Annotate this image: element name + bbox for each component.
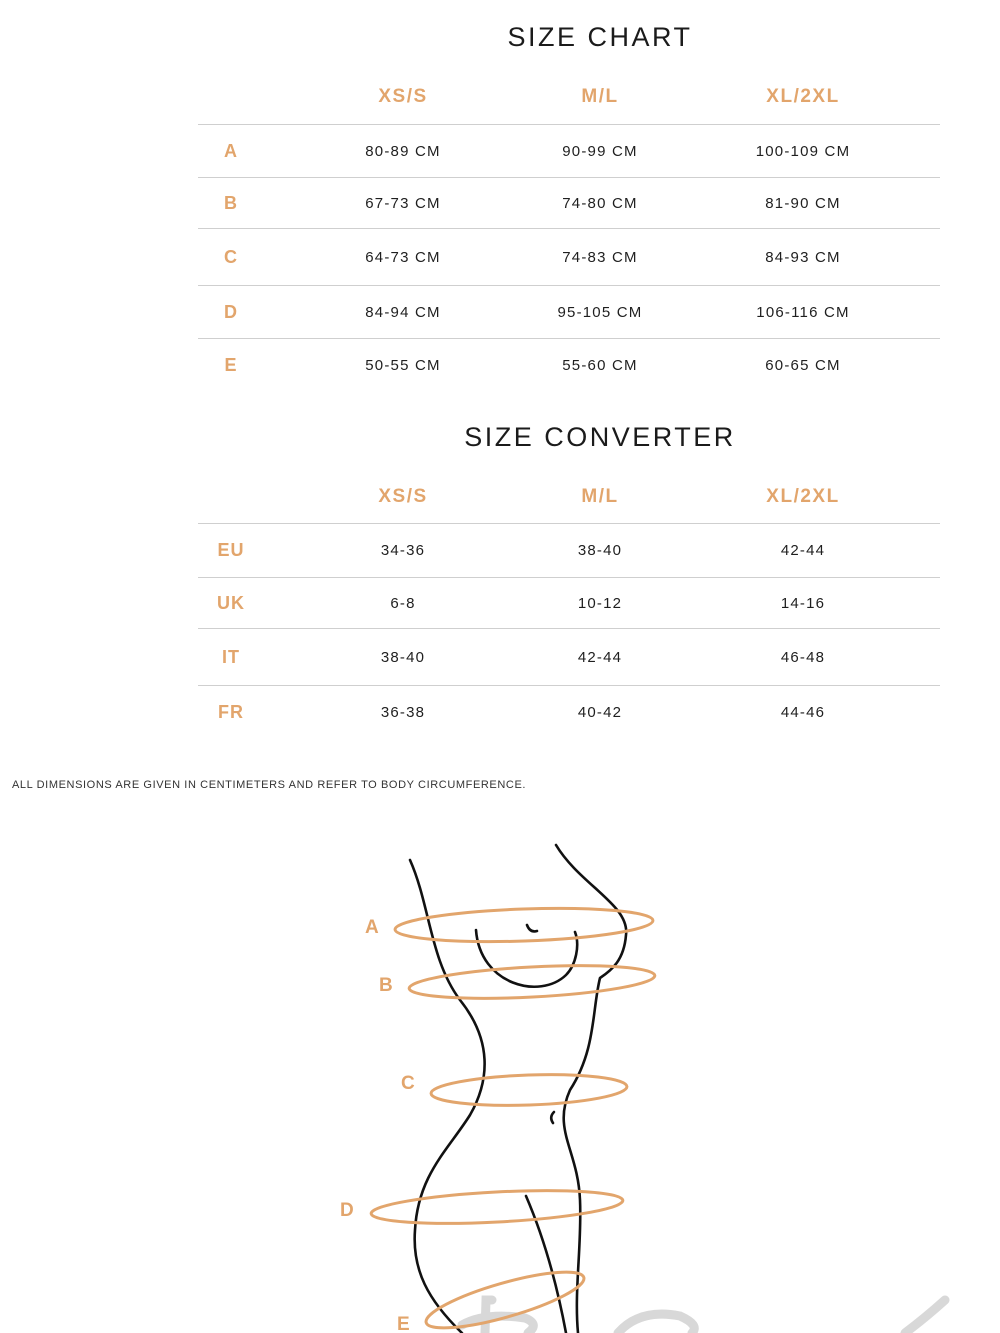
size-chart-row-c — [198, 228, 940, 285]
size-converter-row-label: UK — [217, 592, 245, 613]
size-chart-cell: 84-94 CM — [365, 303, 441, 321]
size-chart-table — [198, 70, 940, 391]
brand-watermark — [462, 1300, 945, 1333]
measurement-rings — [370, 905, 655, 1333]
size-converter-header-row — [198, 470, 940, 523]
ring-d — [370, 1185, 623, 1228]
size-converter-row-label: EU — [217, 540, 245, 560]
size-converter-row-it — [198, 628, 940, 685]
size-chart-row-label: E — [224, 354, 238, 375]
size-chart-cell: 90-99 CM — [562, 142, 638, 160]
size-chart-cell: 106-116 CM — [756, 303, 850, 321]
size-chart-cell: 67-73 CM — [365, 194, 441, 212]
size-converter-row-uk — [198, 577, 940, 628]
size-chart-row-label: D — [224, 301, 238, 322]
size-chart-row-d — [198, 285, 940, 338]
size-converter-header-xs-s: XS/S — [378, 485, 428, 507]
size-converter-cell: 46-48 — [780, 648, 826, 666]
ring-e — [421, 1261, 588, 1333]
figure-label-b: B — [379, 975, 393, 996]
figure-label-c: C — [401, 1073, 415, 1094]
figure-label-a: A — [365, 917, 379, 938]
size-converter-cell: 38-40 — [577, 542, 623, 559]
size-converter-cell: 42-44 — [780, 542, 826, 559]
size-chart-row-e — [198, 338, 940, 391]
size-chart-row-label: B — [224, 192, 238, 213]
dimensions-note: ALL DIMENSIONS ARE GIVEN IN CENTIMETERS AND REFER TO BODY CIRCUMFERENCE. — [12, 779, 527, 791]
size-converter-row-eu — [198, 523, 940, 577]
size-converter-cell: 40-42 — [577, 703, 623, 721]
size-converter-row-fr — [198, 685, 940, 738]
ring-b — [408, 961, 655, 1004]
ring-c — [431, 1072, 628, 1109]
size-chart-cell: 100-109 CM — [755, 142, 851, 160]
size-converter-row-label: IT — [222, 646, 240, 667]
size-converter-cell: 36-38 — [380, 703, 426, 721]
size-chart-cell: 84-93 CM — [765, 248, 841, 266]
size-chart-row-b — [198, 177, 940, 228]
size-chart-row-a — [198, 124, 940, 177]
size-chart-cell: 60-65 CM — [765, 356, 841, 374]
size-converter-header-xl-2xl: XL/2XL — [766, 485, 840, 507]
size-chart-cell: 74-83 CM — [562, 248, 638, 266]
size-chart-cell: 64-73 CM — [365, 248, 441, 266]
size-converter-header-m-l: M/L — [581, 485, 619, 507]
size-chart-header-xl-2xl: XL/2XL — [766, 86, 840, 107]
size-chart-cell: 50-55 CM — [365, 356, 441, 374]
size-converter-table — [198, 470, 940, 738]
size-converter-row-label: FR — [218, 701, 244, 722]
size-chart-cell: 80-89 CM — [365, 142, 441, 160]
size-converter-cell: 34-36 — [380, 542, 426, 559]
body-outline — [410, 845, 626, 1333]
figure-label-e: E — [397, 1314, 410, 1333]
size-converter-cell: 42-44 — [577, 648, 623, 666]
size-chart-cell: 95-105 CM — [557, 303, 643, 321]
size-chart-header-row — [198, 70, 940, 124]
size-converter-cell: 10-12 — [577, 594, 623, 612]
size-chart-header-xs-s: XS/S — [378, 86, 428, 107]
size-chart-cell: 74-80 CM — [562, 194, 638, 212]
size-chart-row-label: A — [224, 140, 238, 161]
size-chart-row-label: C — [224, 246, 238, 267]
size-chart-header-m-l: M/L — [581, 86, 619, 107]
size-chart-cell: 55-60 CM — [562, 356, 638, 374]
ring-a — [395, 905, 654, 946]
size-converter-title: SIZE CONVERTER — [464, 422, 736, 452]
figure-label-d: D — [340, 1200, 354, 1221]
size-converter-cell: 44-46 — [780, 703, 826, 721]
size-converter-cell: 38-40 — [380, 648, 426, 666]
size-chart-title: SIZE CHART — [507, 22, 693, 52]
size-chart-cell: 81-90 CM — [765, 194, 841, 212]
size-converter-cell: 14-16 — [780, 594, 826, 612]
size-converter-cell: 6-8 — [390, 594, 416, 612]
